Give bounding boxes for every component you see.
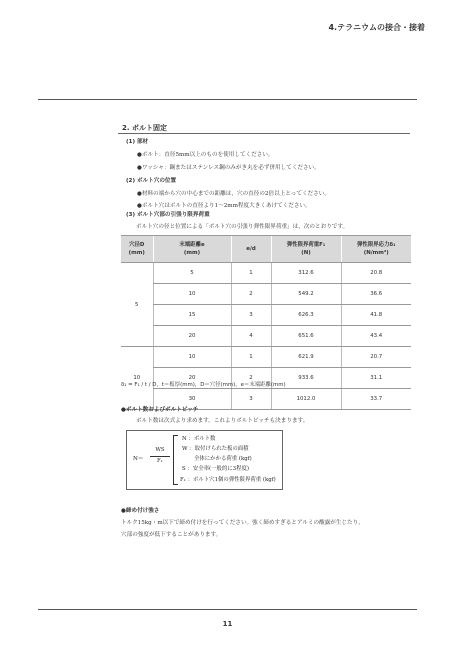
definition-w-cont: 全体にかかる荷重 (kgf) (194, 456, 252, 462)
hole-position-bullet-distance: ●材料の端から穴の中心までの距離は，穴の直径の2倍以上とってください。 (137, 191, 330, 197)
header-end-distance: 末端距離e (mm) (153, 236, 231, 263)
footer-rule (38, 609, 417, 610)
diameter-cell: 5 (121, 263, 153, 347)
table-cell: 312.6 (271, 263, 341, 284)
hole-position-bullet-size: ●ボルト穴はボルトの直径より1〜2mm程度大きくあけてください。 (137, 203, 311, 209)
definition-s: S ：安全率(一般的に3程度) (182, 466, 249, 472)
definition-f: F₁ ：ボルト穴1個の弾性限界荷重 (kgf) (180, 477, 276, 483)
formula-denominator: F₁ (157, 458, 163, 464)
pullout-text: ボルト穴の径と位置による「ボルト穴の引張り弾性限界荷重」は，次のとおりです。 (136, 224, 349, 230)
tightening-line-2: 穴部の強度が低下することがあります。 (121, 532, 222, 538)
table-cell: 36.6 (341, 284, 411, 305)
table-cell: 621.9 (271, 347, 341, 368)
formula-numerator: WS (155, 447, 165, 453)
table-cell: 651.6 (271, 326, 341, 347)
table-note: δ₁ = F₁ / t / D，t＝板厚(mm)，D＝穴径(mm)，e＝末端距離(mm) (121, 382, 286, 388)
bolt-pitch-text: ボルト数は次式より求めます。これよりボルトピッチも決まります。 (136, 418, 309, 424)
table-cell: 10 (153, 347, 231, 368)
materials-bullet-washer: ●ワッシャ：鋼またはステンレス鋼のみがき丸を必ず併用してください。 (137, 165, 320, 171)
table-cell: 626.3 (271, 305, 341, 326)
definition-n: N ：ボルト数 (182, 436, 216, 442)
table-cell: 30 (153, 389, 231, 410)
table-row (121, 305, 411, 326)
header-elastic-load: 弾性限界荷重F₁ (N) (271, 236, 341, 263)
table-cell: 5 (153, 263, 231, 284)
page-number: 11 (222, 620, 233, 628)
table-cell: 20 (153, 368, 231, 389)
table-row (121, 347, 411, 368)
fraction-bar (150, 456, 170, 457)
hole-position-heading: (2) ボルト穴の位置 (126, 178, 177, 184)
diameter-cell: 10 (121, 347, 153, 410)
table-row (121, 284, 411, 305)
materials-heading: (1) 部材 (126, 139, 149, 145)
chapter-title: 4.テラニウムの接合・接着 (328, 23, 425, 32)
table-cell: 31.1 (341, 368, 411, 389)
table-cell: 933.6 (271, 368, 341, 389)
table-cell: 3 (231, 389, 271, 410)
table-cell: 1012.0 (271, 389, 341, 410)
table-cell: 1 (231, 347, 271, 368)
table-row (121, 263, 411, 284)
bolt-pitch-heading: ●ボルト数およびボルトピッチ (121, 407, 199, 413)
table-cell: 2 (231, 368, 271, 389)
table-cell: 20.8 (341, 263, 411, 284)
table-cell: 1 (231, 263, 271, 284)
table-cell: 10 (153, 284, 231, 305)
tightening-line-1: トルク15kg・m以下で締め付けを行ってください。強く締めすぎるとアルミの酸露が生じたり， (121, 520, 364, 526)
materials-bullet-bolt: ●ボルト：直径5mm以上のものを使用してください。 (137, 152, 274, 158)
table-cell: 20.7 (341, 347, 411, 368)
table-cell: 33.7 (341, 389, 411, 410)
section-title: 2. ボルト固定 (122, 124, 167, 132)
table-cell: 20 (153, 326, 231, 347)
table-cell: 2 (231, 284, 271, 305)
header-ratio: e/d (231, 236, 271, 263)
table-cell: 3 (231, 305, 271, 326)
table-cell: 4 (231, 326, 271, 347)
table-cell: 41.8 (341, 305, 411, 326)
header-rule (38, 99, 417, 100)
table-cell: 549.2 (271, 284, 341, 305)
table-header-row (121, 236, 411, 263)
table-row (121, 326, 411, 347)
section-rule (118, 133, 410, 134)
formula-lhs: N＝ (133, 456, 144, 462)
header-diameter: 穴径D (mm) (121, 236, 153, 263)
header-elastic-stress: 弾性限界応力δ₁ (N/mm²) (341, 236, 411, 263)
table-cell: 43.4 (341, 326, 411, 347)
tightening-heading: ●締め付け強さ (121, 508, 160, 514)
pullout-heading: (3) ボルト穴部の引張り限界荷重 (126, 212, 210, 218)
definition-w: W ：取付けられた板の面積 (182, 446, 249, 452)
brace (173, 435, 178, 485)
table-cell: 15 (153, 305, 231, 326)
formula-box (126, 430, 283, 490)
